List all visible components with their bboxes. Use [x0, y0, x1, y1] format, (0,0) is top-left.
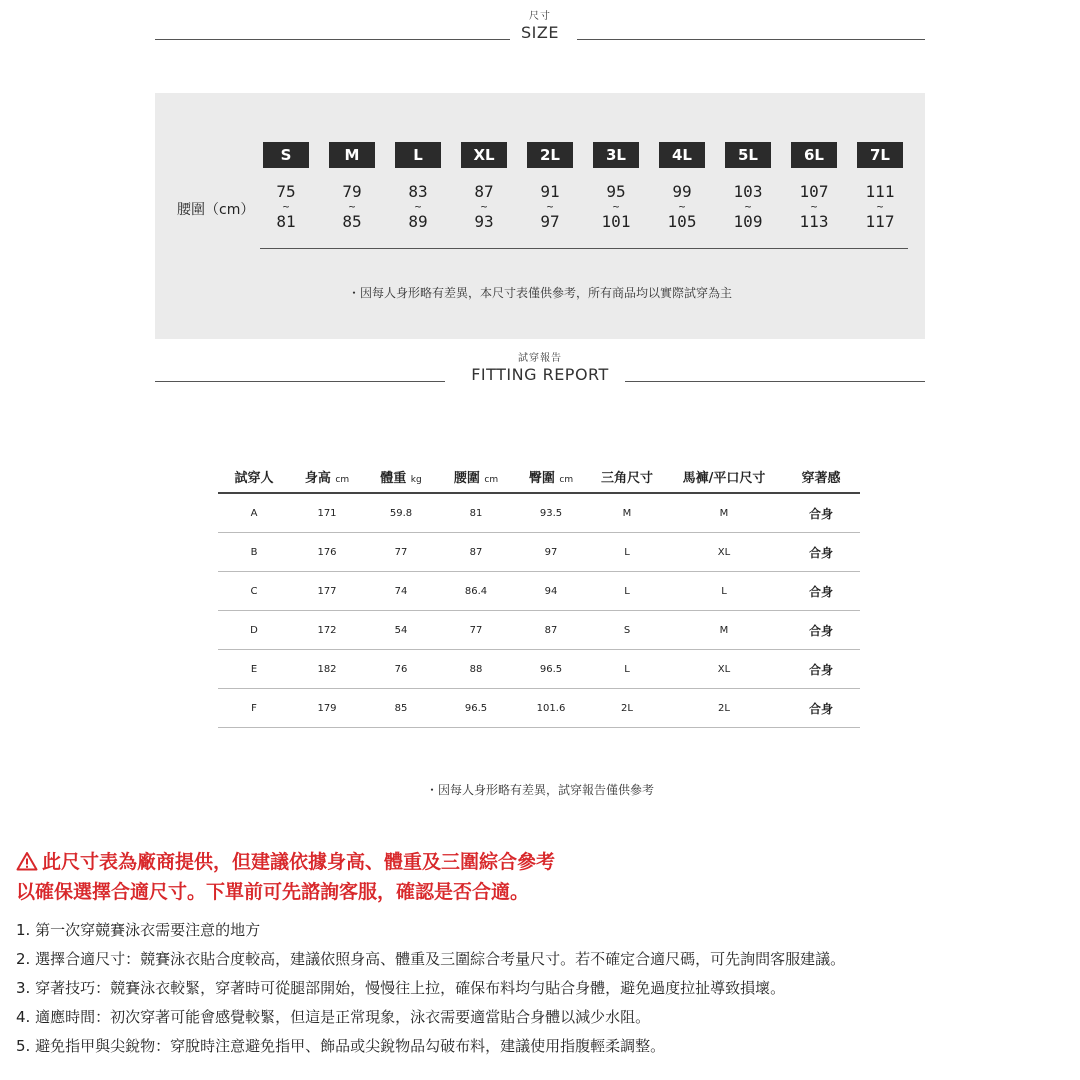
cell-triangle: S [588, 611, 666, 650]
range-separator: ~ [480, 200, 488, 213]
cell-height: 172 [290, 611, 364, 650]
cell-feel: 合身 [782, 493, 860, 533]
size-title-en: SIZE [521, 23, 559, 42]
fitting-note: ・因每人身形略有差異，試穿報告僅供參考 [425, 783, 654, 797]
range-separator: ~ [612, 200, 620, 213]
cell-triangle: L [588, 572, 666, 611]
cell-tester: B [218, 533, 290, 572]
cell-weight: 85 [364, 689, 438, 728]
waist-max: 85 [342, 212, 362, 231]
waist-min: 111 [865, 182, 895, 201]
range-separator: ~ [414, 200, 422, 213]
waist-range [718, 182, 778, 232]
range-separator: ~ [810, 200, 818, 213]
cell-feel: 合身 [782, 689, 860, 728]
cell-weight: 77 [364, 533, 438, 572]
cell-triangle: M [588, 493, 666, 533]
waist-max: 81 [276, 212, 296, 231]
waist-max: 89 [408, 212, 428, 231]
waist-max: 117 [865, 212, 895, 231]
cell-shorts: 2L [666, 689, 782, 728]
waist-max: 101 [601, 212, 631, 231]
cell-weight: 59.8 [364, 493, 438, 533]
cell-tester: A [218, 493, 290, 533]
waist-min: 103 [733, 182, 763, 201]
cell-triangle: 2L [588, 689, 666, 728]
waist-range [322, 182, 382, 232]
list-item: 1. 第一次穿競賽泳衣需要注意的地方 [16, 921, 261, 939]
table-row [218, 572, 860, 611]
waist-range [388, 182, 448, 232]
cell-weight: 74 [364, 572, 438, 611]
cell-height: 177 [290, 572, 364, 611]
cell-waist: 86.4 [438, 572, 514, 611]
size-badge: 6L [791, 142, 837, 168]
cell-tester: F [218, 689, 290, 728]
list-item: 5. 避免指甲與尖銳物：穿脫時注意避免指甲、飾品或尖銳物品勾破布料，建議使用指腹輕柔調整。 [16, 1037, 666, 1055]
list-item: 3. 穿著技巧：競賽泳衣較緊，穿著時可從腿部開始，慢慢往上拉，確保布料均勻貼合身體，避免過度拉扯導致損壞。 [16, 979, 786, 997]
size-badge: L [395, 142, 441, 168]
table-row [218, 493, 860, 533]
table-row [218, 689, 860, 728]
waist-min: 75 [276, 182, 296, 201]
cell-tester: C [218, 572, 290, 611]
waist-range [454, 182, 514, 232]
table-row [218, 533, 860, 572]
cell-feel: 合身 [782, 611, 860, 650]
cell-feel: 合身 [782, 650, 860, 689]
cell-hip: 101.6 [514, 689, 588, 728]
waist-max: 97 [540, 212, 560, 231]
size-badge: XL [461, 142, 507, 168]
waist-max: 109 [733, 212, 763, 231]
cell-shorts: XL [666, 533, 782, 572]
waist-min: 107 [799, 182, 829, 201]
tips-list [16, 916, 1076, 1061]
header-fit-feel: 穿著感 [782, 460, 860, 493]
size-title-zh: 尺寸 [529, 11, 551, 22]
range-separator: ~ [282, 200, 290, 213]
waist-range [850, 182, 910, 232]
header-shorts-size: 馬褲/平口尺寸 [666, 460, 782, 493]
cell-waist: 87 [438, 533, 514, 572]
warning-icon [16, 851, 38, 871]
size-note: ・因每人身形略有差異，本尺寸表僅供參考，所有商品均以實際試穿為主 [347, 286, 732, 300]
cell-hip: 93.5 [514, 493, 588, 533]
range-separator: ~ [348, 200, 356, 213]
waist-max: 105 [667, 212, 697, 231]
cell-hip: 97 [514, 533, 588, 572]
size-badge: M [329, 142, 375, 168]
size-badge: 4L [659, 142, 705, 168]
list-item: 2. 選擇合適尺寸：競賽泳衣貼合度較高，建議依照身高、體重及三圍綜合考量尺寸。若不確定合適尺碼，可先詢問客服建議。 [16, 950, 846, 968]
cell-hip: 87 [514, 611, 588, 650]
waist-min: 87 [474, 182, 494, 201]
waist-min: 83 [408, 182, 428, 201]
waist-range [520, 182, 580, 232]
fitting-report-table [218, 460, 860, 728]
cell-height: 176 [290, 533, 364, 572]
waist-range [652, 182, 712, 232]
cell-hip: 96.5 [514, 650, 588, 689]
waist-min: 99 [672, 182, 692, 201]
size-badge: 5L [725, 142, 771, 168]
cell-weight: 76 [364, 650, 438, 689]
range-separator: ~ [678, 200, 686, 213]
cell-shorts: XL [666, 650, 782, 689]
cell-weight: 54 [364, 611, 438, 650]
divider-left [155, 39, 510, 40]
cell-waist: 81 [438, 493, 514, 533]
waist-range [784, 182, 844, 232]
cell-shorts: M [666, 493, 782, 533]
size-badge: 2L [527, 142, 573, 168]
waist-range [586, 182, 646, 232]
waist-max: 113 [799, 212, 829, 231]
header-tester: 試穿人 [218, 460, 290, 493]
waist-min: 79 [342, 182, 362, 201]
warning-line-2: 以確保選擇合適尺寸。下單前可先諮詢客服，確認是否合適。 [16, 881, 530, 903]
fitting-section-title [155, 353, 925, 393]
list-item: 4. 適應時間：初次穿著可能會感覺較緊，但這是正常現象，泳衣需要適當貼合身體以減少水阻。 [16, 1008, 651, 1026]
waist-label: 腰圍（cm） [177, 202, 255, 218]
size-badge: S [263, 142, 309, 168]
cell-triangle: L [588, 533, 666, 572]
divider-right [625, 381, 925, 382]
fitting-title-en: FITTING REPORT [471, 365, 609, 384]
header-waist: 腰圍 cm [438, 460, 514, 493]
divider-left [155, 381, 445, 382]
waist-min: 95 [606, 182, 626, 201]
size-section-title [155, 11, 925, 51]
header-hip: 臀圍 cm [514, 460, 588, 493]
cell-shorts: L [666, 572, 782, 611]
cell-height: 179 [290, 689, 364, 728]
size-chart-divider [260, 248, 908, 249]
warning-line-1: 此尺寸表為廠商提供，但建議依據身高、體重及三圍綜合參考 [42, 851, 556, 873]
cell-hip: 94 [514, 572, 588, 611]
cell-feel: 合身 [782, 572, 860, 611]
cell-feel: 合身 [782, 533, 860, 572]
table-row [218, 650, 860, 689]
size-badge: 7L [857, 142, 903, 168]
cell-height: 171 [290, 493, 364, 533]
header-height: 身高 cm [290, 460, 364, 493]
table-header-row [218, 460, 860, 493]
cell-tester: E [218, 650, 290, 689]
cell-waist: 88 [438, 650, 514, 689]
size-badge: 3L [593, 142, 639, 168]
waist-max: 93 [474, 212, 494, 231]
waist-range [256, 182, 316, 232]
range-separator: ~ [876, 200, 884, 213]
cell-triangle: L [588, 650, 666, 689]
header-weight: 體重 kg [364, 460, 438, 493]
range-separator: ~ [744, 200, 752, 213]
header-triangle-size: 三角尺寸 [588, 460, 666, 493]
cell-shorts: M [666, 611, 782, 650]
cell-waist: 96.5 [438, 689, 514, 728]
size-chart-panel [155, 93, 925, 339]
divider-right [577, 39, 925, 40]
size-warning [16, 847, 555, 907]
cell-waist: 77 [438, 611, 514, 650]
waist-min: 91 [540, 182, 560, 201]
cell-height: 182 [290, 650, 364, 689]
range-separator: ~ [546, 200, 554, 213]
cell-tester: D [218, 611, 290, 650]
fitting-title-zh: 試穿報告 [518, 353, 562, 364]
table-row [218, 611, 860, 650]
